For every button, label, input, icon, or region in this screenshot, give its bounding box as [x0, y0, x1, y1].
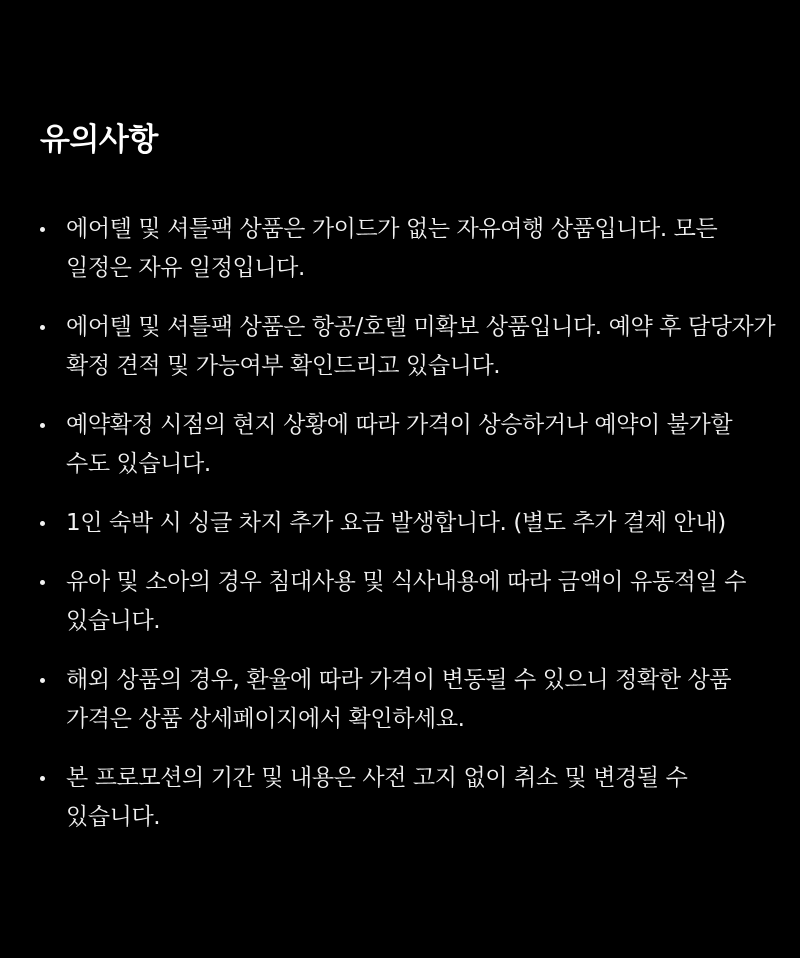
notice-item: [40, 406, 776, 484]
notice-item: [40, 308, 776, 386]
notice-item: [40, 210, 776, 288]
notice-list: [40, 210, 776, 837]
notice-item-text: 1인 숙박 시 싱글 차지 추가 요금 발생합니다. (별도 추가 결제 안내): [66, 510, 726, 536]
notice-item: [40, 661, 776, 739]
notice-item-text: 예약확정 시점의 현지 상황에 따라 가격이 상승하거나 예약이 불가할 수도 있습니다.: [66, 412, 733, 477]
bullet-icon: [40, 210, 46, 249]
bullet-icon: [40, 504, 46, 543]
bullet-icon: [40, 759, 46, 798]
bullet-icon: [40, 661, 46, 700]
bullet-icon: [40, 406, 46, 445]
bullet-icon: [40, 563, 46, 602]
notice-item: [40, 504, 776, 543]
notice-item: [40, 563, 776, 641]
notice-item-text: 에어텔 및 셔틀팩 상품은 가이드가 없는 자유여행 상품입니다. 모든 일정은 자유 일정입니다.: [66, 216, 718, 281]
notice-title: 유의사항: [40, 122, 158, 158]
bullet-icon: [40, 308, 46, 347]
notice-item-text: 본 프로모션의 기간 및 내용은 사전 고지 없이 취소 및 변경될 수 있습니다.: [66, 765, 688, 830]
notice-item: [40, 759, 776, 837]
notice-item-text: 에어텔 및 셔틀팩 상품은 항공/호텔 미확보 상품입니다. 예약 후 담당자가 확정 견적 및 가능여부 확인드리고 있습니다.: [66, 314, 776, 379]
notice-item-text: 해외 상품의 경우, 환율에 따라 가격이 변동될 수 있으니 정확한 상품 가격은 상품 상세페이지에서 확인하세요.: [66, 667, 732, 732]
notice-item-text: 유아 및 소아의 경우 침대사용 및 식사내용에 따라 금액이 유동적일 수 있습니다.: [66, 569, 747, 634]
